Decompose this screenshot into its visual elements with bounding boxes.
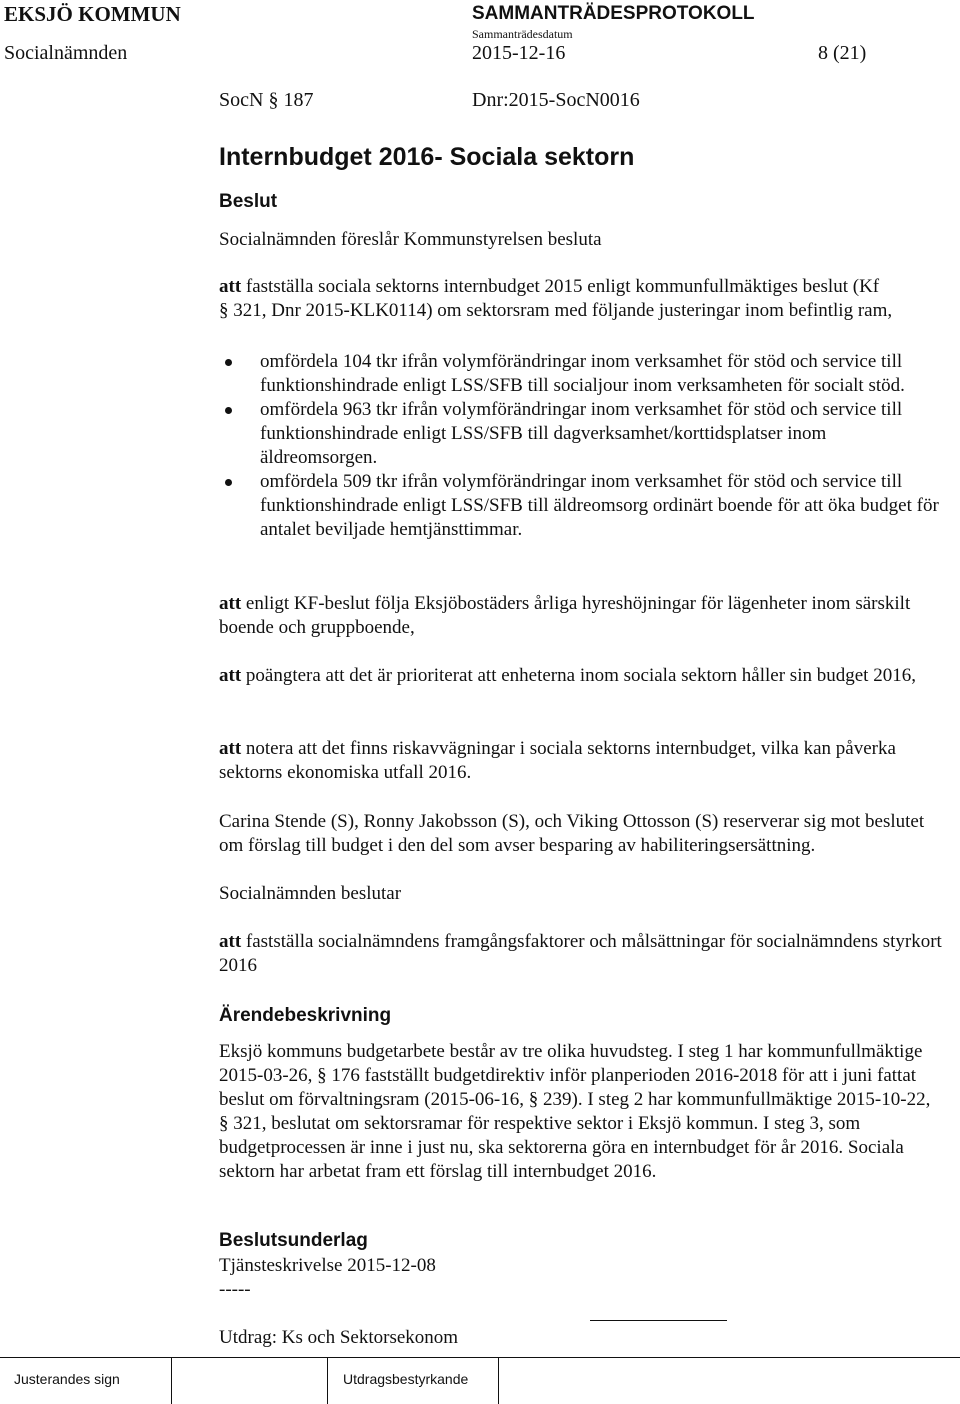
paragraph-text: 176 fastställt budgetdirektiv inför planperioden 2016-2018 för att i juni fattat beslut om förvaltningsram (2015-06-16, (219, 1065, 917, 1110)
list-item-text: omfördela 104 tkr ifrån volymförändringar inom verksamhet för stöd och service till funktionshindrade enligt LSS/SFB till socialjour inom verksamheten för socialt stöd. (260, 351, 905, 396)
list-item (219, 470, 944, 542)
separator-dashes: ----- (219, 1279, 251, 1300)
paragraph-text: fastställa socialnämndens framgångsfaktorer och målsättningar för socialnämndens styrkort 2016 (219, 931, 942, 976)
bullet-icon (225, 479, 232, 486)
footer-divider (0, 1357, 960, 1358)
att-lead: att (219, 738, 242, 759)
footer-column-divider (498, 1357, 499, 1404)
organization-name: EKSJÖ KOMMUN (4, 2, 181, 26)
list-item (219, 398, 944, 470)
paragraph-text: enligt KF-beslut följa Eksjöbostäders årliga hyreshöjningar för lägenheter inom särskilt boende och gruppboende, (219, 593, 911, 638)
section-symbol: § (219, 300, 229, 321)
paragraph-text: notera att det finns riskavvägningar i sociala sektorns internbudget, vilka kan påverka sektorns ekonomiska utfall 2016. (219, 738, 896, 783)
beslut-intro: Socialnämnden föreslår Kommunstyrelsen besluta (219, 229, 602, 250)
att-lead: att (219, 276, 242, 297)
decides-line: Socialnämnden beslutar (219, 883, 402, 904)
committee-name: Socialnämnden (4, 42, 128, 64)
extract-recipients: Utdrag: Ks och Sektorsekonom (219, 1327, 459, 1348)
section-symbol: § (528, 1089, 539, 1110)
att-lead: att (219, 931, 242, 952)
meeting-date: 2015-12-16 (472, 42, 566, 64)
date-label: Sammanträdesdatum (472, 27, 573, 41)
paragraph-text: 239). I steg 2 har kommunfullmäktige 2015-10-22, (538, 1089, 931, 1110)
att-lead: att (219, 665, 242, 686)
att-lead: att (219, 593, 242, 614)
diary-number: Dnr:2015-SocN0016 (472, 89, 640, 111)
basis-item: Tjänsteskrivelse 2015-12-08 (219, 1255, 436, 1276)
section-symbol: § (268, 89, 279, 111)
footer-certified-label: Utdragsbestyrkande (343, 1371, 469, 1387)
list-item (219, 350, 944, 398)
page-number: 8 (21) (818, 42, 867, 64)
paragraph-text: poängtera att det är prioriterat att enheterna inom sociala sektorn håller sin budget 2016, (241, 665, 916, 686)
footer-column-divider (171, 1357, 172, 1404)
section-symbol: § (219, 1113, 229, 1134)
paragraph-text: 321, beslutat om sektorsramar för respektive sektor i Eksjö kommun. I steg 3, som budgetprocessen är inne i just nu, ska sektorerna göra en internbudget för år 2016. Sociala sektorn har arbetat fram ett förslag till internbudget 2016. (219, 1113, 904, 1182)
paragraph-text: Eksjö kommuns budgetarbete består av tre olika huvudsteg. I steg 1 har kommunfullmäktige 2015-03-26, (219, 1041, 923, 1086)
decision-paragraph-4 (219, 737, 944, 785)
section-prefix: SocN (219, 89, 264, 111)
signature-line (590, 1320, 727, 1321)
list-item-text: omfördela 509 tkr ifrån volymförändringar inom verksamhet för stöd och service till funktionshindrade enligt LSS/SFB till äldreomsorg ordinärt boende för att öka budget för antalet beviljade hemtjänsttimmar. (260, 471, 939, 540)
paragraph-text: 321, Dnr 2015-KLK0114) om sektorsram med följande justeringar inom befintlig ram, (228, 300, 893, 321)
paragraph-text: fastställa sociala sektorns internbudget 2015 enligt kommunfullmäktiges beslut (Kf (241, 276, 880, 297)
footer-sign-label: Justerandes sign (14, 1371, 120, 1387)
bullet-icon (225, 407, 232, 414)
document-type: SAMMANTRÄDESPROTOKOLL (472, 3, 755, 24)
section-symbol: § (317, 1065, 327, 1086)
case-description (219, 1040, 944, 1184)
heading-beslut: Beslut (219, 191, 278, 212)
reservation-paragraph (219, 810, 944, 858)
list-item-text: omfördela 963 tkr ifrån volymförändringar inom verksamhet för stöd och service till funktionshindrade enligt LSS/SFB till dagverksamhet/korttidsplatser inom äldreomsorgen. (260, 399, 903, 468)
decision-paragraph-2 (219, 592, 944, 640)
decision-paragraph-3 (219, 664, 944, 688)
adjustment-list (219, 350, 944, 542)
footer-column-divider (327, 1357, 328, 1404)
section-value: 187 (283, 89, 314, 111)
page-title: Internbudget 2016- Sociala sektorn (219, 143, 635, 171)
decision-paragraph-1 (219, 275, 944, 323)
heading-arendebeskrivning: Ärendebeskrivning (219, 1005, 392, 1026)
section-number (219, 89, 313, 112)
decision-paragraph-5 (219, 930, 944, 978)
paragraph-text: Carina Stende (S), Ronny Jakobsson (S), och Viking Ottosson (S) reserverar sig mot beslutet om förslag till budget i den del som avser besparing av habiliteringsersättning. (219, 811, 925, 856)
heading-beslutsunderlag: Beslutsunderlag (219, 1230, 368, 1251)
bullet-icon (225, 359, 232, 366)
